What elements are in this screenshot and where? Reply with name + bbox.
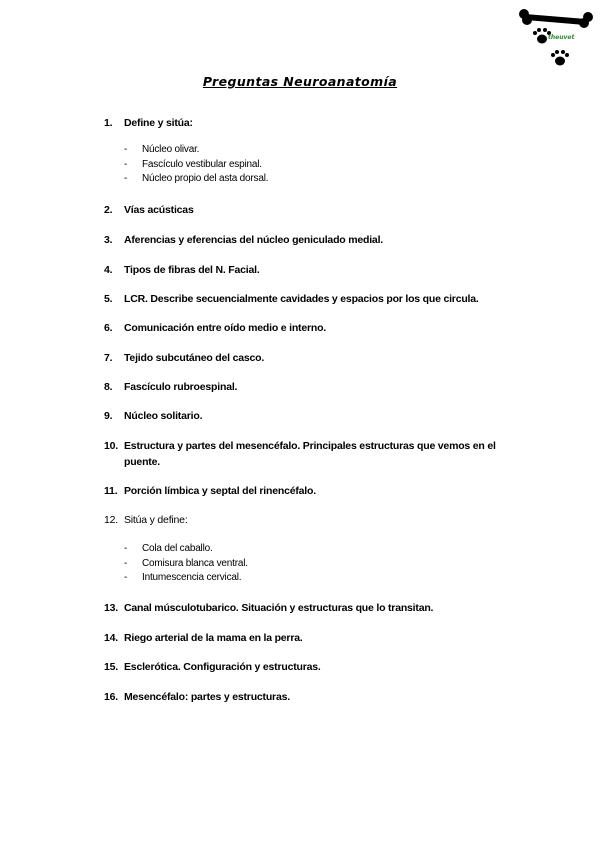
question-text: Define y sitúa: bbox=[124, 117, 193, 129]
question-item bbox=[104, 379, 524, 395]
question-number: 7. bbox=[104, 352, 113, 364]
question-number: 14. bbox=[104, 632, 118, 644]
question-text: Tejido subcutáneo del casco. bbox=[124, 352, 265, 364]
question-item bbox=[104, 438, 524, 470]
question-text: Tipos de fibras del N. Facial. bbox=[124, 264, 260, 276]
sub-item bbox=[124, 557, 248, 571]
question-item bbox=[104, 202, 524, 218]
question-number: 15. bbox=[104, 661, 118, 673]
question-text: Aferencias y eferencias del núcleo geniculado medial. bbox=[124, 234, 384, 246]
question-item bbox=[104, 320, 524, 336]
sub-item-text: Cola del caballo. bbox=[142, 543, 213, 554]
sub-item-text: Núcleo olivar. bbox=[142, 144, 200, 155]
question-text: Núcleo solitario. bbox=[124, 410, 203, 422]
sub-item bbox=[124, 143, 199, 157]
sub-item bbox=[124, 542, 213, 556]
sub-item-text: Núcleo propio del asta dorsal. bbox=[142, 173, 269, 184]
question-item bbox=[104, 408, 524, 424]
question-number: 9. bbox=[104, 410, 113, 422]
logo-brand-text: theuvet bbox=[548, 34, 575, 41]
question-text: LCR. Describe secuencialmente cavidades y espacios por los que circula. bbox=[124, 293, 479, 305]
question-item bbox=[104, 659, 524, 675]
question-item bbox=[104, 350, 524, 366]
dash-bullet: - bbox=[124, 557, 128, 569]
sub-item-text: Comisura blanca ventral. bbox=[142, 557, 248, 569]
question-number: 1. bbox=[104, 117, 113, 129]
question-text: Porción límbica y septal del rinencéfalo. bbox=[124, 485, 316, 497]
question-text: Estructura y partes del mesencéfalo. Principales estructuras que vemos en el puente. bbox=[124, 440, 496, 468]
sub-item bbox=[124, 172, 268, 186]
question-item bbox=[104, 600, 524, 616]
question-number: 6. bbox=[104, 322, 113, 334]
question-number: 4. bbox=[104, 264, 113, 276]
question-number: 5. bbox=[104, 293, 113, 305]
sub-item-text: Intumescencia cervical. bbox=[142, 572, 242, 583]
question-number: 10. bbox=[104, 440, 118, 452]
question-item bbox=[104, 483, 524, 499]
dash-bullet: - bbox=[124, 144, 128, 155]
question-text: Sitúa y define: bbox=[124, 514, 188, 526]
dash-bullet: - bbox=[124, 572, 128, 583]
question-number: 16. bbox=[104, 691, 118, 703]
question-text: Comunicación entre oído medio e interno. bbox=[124, 322, 327, 334]
question-number: 3. bbox=[104, 234, 113, 246]
question-number: 11. bbox=[104, 485, 118, 497]
dash-bullet: - bbox=[124, 158, 128, 170]
question-text: Fascículo rubroespinal. bbox=[124, 381, 238, 393]
question-text: Vías acústicas bbox=[124, 204, 194, 216]
question-item bbox=[104, 630, 524, 646]
sub-item bbox=[124, 571, 241, 585]
question-item bbox=[104, 115, 524, 131]
question-number: 13. bbox=[104, 602, 118, 614]
question-item bbox=[104, 262, 524, 278]
question-text: Mesencéfalo: partes y estructuras. bbox=[124, 691, 290, 703]
sub-item bbox=[124, 158, 262, 172]
page-title: Preguntas Neuroanatomía bbox=[202, 74, 398, 89]
question-text: Canal músculotubarico. Situación y estructuras que lo transitan. bbox=[124, 602, 434, 614]
question-item bbox=[104, 291, 524, 307]
question-number: 8. bbox=[104, 381, 113, 393]
dash-bullet: - bbox=[124, 543, 128, 554]
question-text: Esclerótica. Configuración y estructuras. bbox=[124, 661, 321, 673]
question-number: 12. bbox=[104, 514, 118, 526]
sub-item-text: Fascículo vestibular espinal. bbox=[142, 158, 262, 170]
dash-bullet: - bbox=[124, 173, 128, 184]
question-item bbox=[104, 232, 524, 248]
question-item bbox=[104, 512, 524, 528]
question-number: 2. bbox=[104, 204, 113, 216]
question-text: Riego arterial de la mama en la perra. bbox=[124, 632, 303, 644]
question-item bbox=[104, 689, 524, 705]
